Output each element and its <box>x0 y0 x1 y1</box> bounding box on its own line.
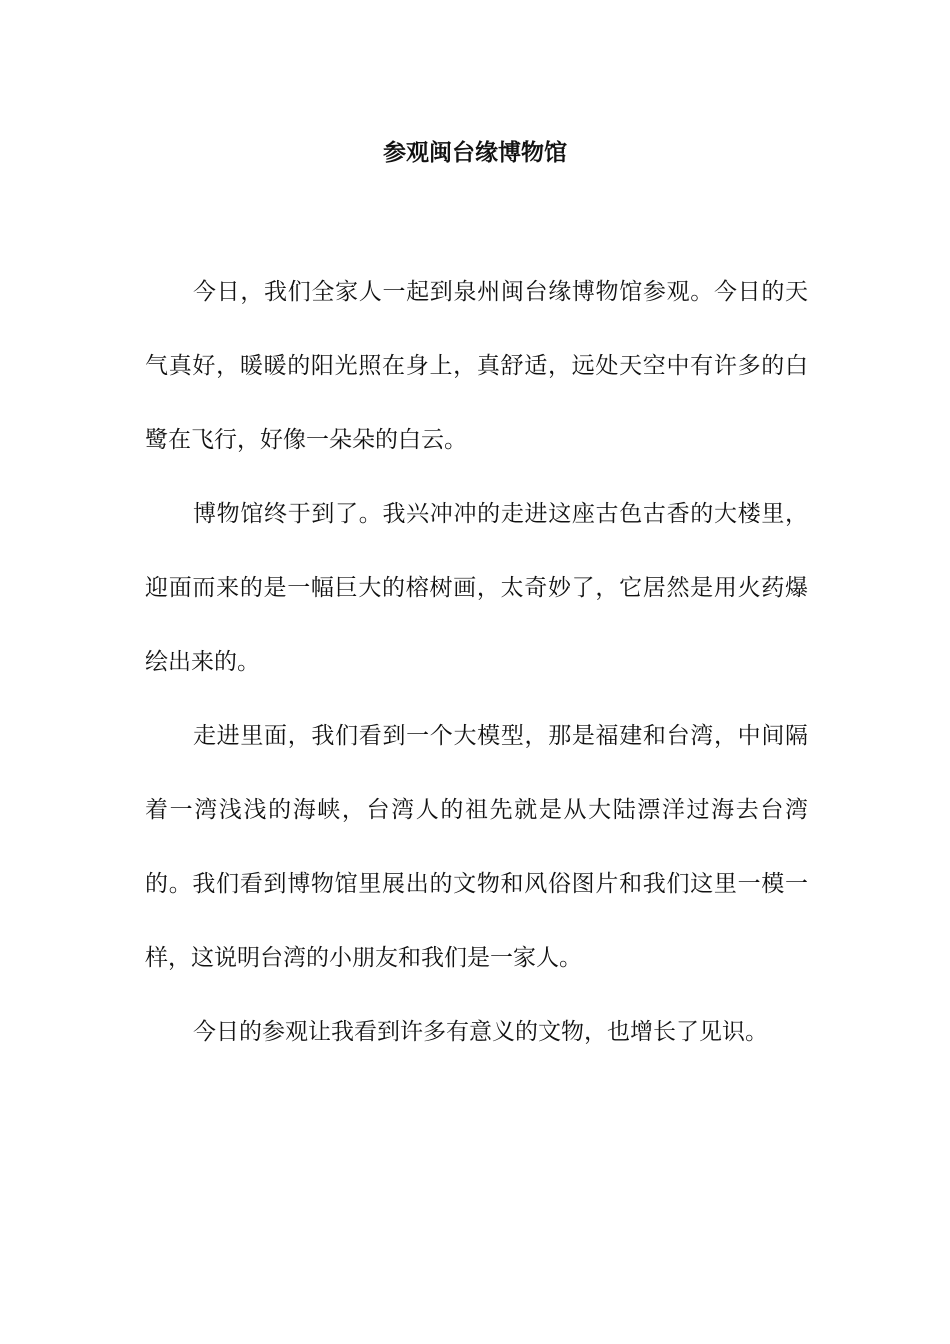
paragraph-2: 博物馆终于到了。我兴冲冲的走进这座古色古香的大楼里，迎面而来的是一幅巨大的榕树画，太奇妙了，它居然是用火药爆绘出来的。 <box>145 501 808 675</box>
paragraph-1: 今日，我们全家人一起到泉州闽台缘博物馆参观。今日的天气真好，暖暖的阳光照在身上，真舒适，远处天空中有许多的白鹭在飞行，好像一朵朵的白云。 <box>145 279 808 453</box>
document-title: 参观闽台缘博物馆 <box>383 139 567 166</box>
paragraph-4: 今日的参观让我看到许多有意义的文物，也增长了见识。 <box>193 1019 768 1045</box>
paragraph-3: 走进里面，我们看到一个大模型，那是福建和台湾，中间隔着一湾浅浅的海峡，台湾人的祖先就是从大陆漂洋过海去台湾的。我们看到博物馆里展出的文物和风俗图片和我们这里一模一样，这说明台湾的小朋友和我们是一家人。 <box>145 723 808 971</box>
document-body <box>145 255 808 1069</box>
